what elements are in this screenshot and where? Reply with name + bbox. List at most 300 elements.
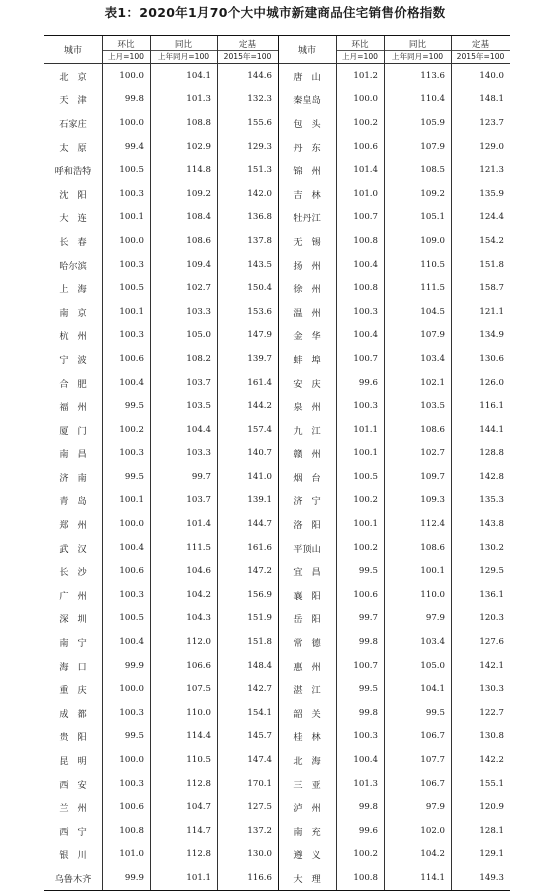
right-mom-cell: 99.6: [358, 825, 378, 836]
left-mom-cell: 100.5: [119, 283, 144, 294]
left-mom-cell: 100.4: [119, 637, 144, 648]
table-row: [44, 677, 510, 701]
left-base-cell: 137.2: [247, 825, 272, 836]
left-base-cell: 151.3: [247, 165, 272, 176]
table-row: [44, 347, 510, 371]
column-divider: [384, 36, 385, 890]
table-row: [44, 866, 510, 890]
right-base-cell: 140.0: [479, 70, 504, 81]
right-base-cell: 121.3: [479, 165, 504, 176]
left-mom-cell: 99.5: [124, 401, 144, 412]
left-yoy-cell: 104.2: [186, 589, 211, 600]
left-yoy-cell: 108.8: [186, 117, 211, 128]
table-row: [44, 158, 510, 182]
left-mom-header: 环比: [117, 39, 135, 50]
right-city-cell: 惠州: [293, 661, 330, 673]
right-mom-cell: 101.0: [353, 188, 378, 199]
left-yoy-cell: 112.0: [186, 637, 211, 648]
left-base-cell: 154.1: [247, 707, 272, 718]
table-row: [44, 182, 510, 206]
table-row: [44, 418, 510, 442]
right-city-cell: 桂林: [293, 732, 330, 744]
right-yoy-cell: 112.4: [420, 519, 445, 530]
left-mom-cell: 100.3: [119, 259, 144, 270]
left-city-cell: 乌鲁木齐: [54, 873, 92, 885]
left-mom-cell: 99.4: [124, 141, 144, 152]
right-mom-cell: 100.2: [353, 849, 378, 860]
table-row: [44, 324, 510, 348]
left-city-cell: 西宁: [59, 826, 96, 838]
right-mom-cell: 100.3: [353, 306, 378, 317]
right-city-cell: 宜昌: [293, 567, 330, 579]
column-divider: [150, 36, 151, 890]
right-city-cell: 温州: [293, 307, 330, 319]
right-yoy-cell: 106.7: [420, 731, 445, 742]
right-base-cell: 136.1: [479, 589, 504, 600]
left-city-cell: 广州: [59, 590, 96, 602]
right-base-cell: 124.4: [479, 212, 504, 223]
left-city-cell: 北京: [59, 71, 96, 83]
right-mom-cell: 100.5: [353, 471, 378, 482]
left-city-cell: 哈尔滨: [59, 260, 87, 272]
left-mom-cell: 100.0: [119, 235, 144, 246]
table-row: [44, 559, 510, 583]
right-base-cell: 142.8: [479, 471, 504, 482]
right-mom-cell: 99.6: [358, 377, 378, 388]
right-base-cell: 149.3: [479, 872, 504, 883]
right-yoy-cell: 109.3: [420, 495, 445, 506]
right-yoy-cell: 109.2: [420, 188, 445, 199]
left-mom-cell: 100.3: [119, 589, 144, 600]
right-mom-cell: 100.6: [353, 141, 378, 152]
right-city-cell: 秦皇岛: [293, 95, 321, 107]
left-yoy-cell: 109.4: [186, 259, 211, 270]
left-yoy-cell: 106.6: [186, 660, 211, 671]
right-yoy-cell: 100.1: [420, 566, 445, 577]
table-row: [44, 276, 510, 300]
left-yoy-cell: 104.7: [186, 802, 211, 813]
left-base-header-rule: [217, 50, 278, 51]
left-mom-cell: 100.8: [119, 825, 144, 836]
right-yoy-cell: 102.0: [420, 825, 445, 836]
right-city-cell: 泉州: [293, 402, 330, 414]
left-mom-cell: 99.5: [124, 471, 144, 482]
left-mom-cell: 99.9: [124, 660, 144, 671]
right-city-cell: 平顶山: [293, 543, 321, 555]
column-divider: [451, 36, 452, 890]
table-row: [44, 512, 510, 536]
right-base-cell: 123.7: [479, 117, 504, 128]
left-city-cell: 银川: [59, 850, 96, 862]
left-base-cell: 143.5: [247, 259, 272, 270]
right-base-cell: 130.3: [479, 684, 504, 695]
right-mom-cell: 101.1: [353, 424, 378, 435]
right-base-cell: 129.0: [479, 141, 504, 152]
table-row: [44, 607, 510, 631]
table-row: [44, 88, 510, 112]
right-yoy-cell: 103.5: [420, 401, 445, 412]
left-base-cell: 142.0: [247, 188, 272, 199]
right-base-cell: 129.5: [479, 566, 504, 577]
left-mom-cell: 101.0: [119, 849, 144, 860]
left-yoy-cell: 103.7: [186, 495, 211, 506]
right-mom-cell: 101.3: [353, 778, 378, 789]
table-row: [44, 725, 510, 749]
right-yoy-cell: 106.7: [420, 778, 445, 789]
right-mom-cell: 100.7: [353, 660, 378, 671]
left-yoy-cell: 114.7: [186, 825, 211, 836]
left-base-cell: 136.8: [247, 212, 272, 223]
table-row: [44, 536, 510, 560]
left-base-cell: 141.0: [247, 471, 272, 482]
left-base-cell: 129.3: [247, 141, 272, 152]
left-city-cell: 成都: [59, 708, 96, 720]
left-base-cell: 156.9: [247, 589, 272, 600]
left-mom-cell: 99.8: [124, 94, 144, 105]
left-yoy-cell: 104.1: [186, 70, 211, 81]
right-yoy-cell: 104.5: [420, 306, 445, 317]
right-base-cell: 128.1: [479, 825, 504, 836]
left-base-cell: 161.6: [247, 542, 272, 553]
right-city-cell: 烟台: [293, 472, 330, 484]
right-yoy-cell: 103.4: [420, 353, 445, 364]
right-yoy-cell: 113.6: [420, 70, 445, 81]
left-mom-cell: 100.1: [119, 495, 144, 506]
right-city-cell: 泸州: [293, 803, 330, 815]
left-city-cell: 沈阳: [59, 189, 96, 201]
right-mom-cell: 100.6: [353, 589, 378, 600]
right-mom-cell: 99.7: [358, 613, 378, 624]
right-mom-header: 环比: [351, 39, 369, 50]
right-yoy-subheader: 上年同月=100: [391, 51, 444, 61]
left-base-cell: 147.4: [247, 755, 272, 766]
table-row: [44, 465, 510, 489]
table-row: [44, 253, 510, 277]
right-mom-cell: 100.2: [353, 542, 378, 553]
left-city-cell: 郑州: [59, 520, 96, 532]
right-city-cell: 安庆: [293, 378, 330, 390]
right-mom-cell: 99.8: [358, 637, 378, 648]
left-city-cell: 福州: [59, 402, 96, 414]
left-mom-cell: 100.5: [119, 613, 144, 624]
left-base-cell: 155.6: [247, 117, 272, 128]
left-mom-cell: 100.0: [119, 117, 144, 128]
left-city-cell: 南京: [59, 307, 96, 319]
left-yoy-header: 同比: [174, 39, 193, 50]
left-yoy-cell: 103.3: [186, 306, 211, 317]
right-yoy-cell: 107.9: [420, 141, 445, 152]
left-yoy-header-rule: [150, 50, 217, 51]
left-yoy-cell: 104.6: [186, 566, 211, 577]
right-city-cell: 襄阳: [293, 590, 330, 602]
left-mom-cell: 99.9: [124, 872, 144, 883]
right-yoy-cell: 107.7: [420, 755, 445, 766]
right-base-cell: 158.7: [479, 283, 504, 294]
table-body: [44, 64, 510, 890]
left-city-cell: 深圳: [59, 614, 96, 626]
left-base-cell: 116.6: [247, 872, 272, 883]
right-yoy-cell: 110.0: [420, 589, 445, 600]
right-mom-cell: 100.1: [353, 519, 378, 530]
right-yoy-cell: 105.1: [420, 212, 445, 223]
left-mom-cell: 99.5: [124, 731, 144, 742]
left-city-cell: 武汉: [59, 543, 96, 555]
table-row: [44, 583, 510, 607]
right-mom-cell: 100.8: [353, 872, 378, 883]
right-base-cell: 135.3: [479, 495, 504, 506]
right-base-cell: 143.8: [479, 519, 504, 530]
left-yoy-subheader: 上年同月=100: [157, 51, 210, 61]
right-city-cell: 洛阳: [293, 520, 330, 532]
left-city-cell: 大连: [59, 213, 96, 225]
left-base-cell: 139.1: [247, 495, 272, 506]
left-base-header: 定基: [238, 39, 257, 50]
left-yoy-cell: 114.8: [186, 165, 211, 176]
left-base-cell: 130.0: [247, 849, 272, 860]
right-yoy-cell: 102.1: [420, 377, 445, 388]
left-city-cell: 贵阳: [59, 732, 96, 744]
left-yoy-cell: 103.3: [186, 448, 211, 459]
left-base-cell: 147.2: [247, 566, 272, 577]
right-mom-cell: 99.5: [358, 566, 378, 577]
right-yoy-cell: 108.5: [420, 165, 445, 176]
left-city-cell: 石家庄: [59, 118, 87, 130]
right-mom-cell: 100.8: [353, 235, 378, 246]
left-mom-cell: 100.4: [119, 377, 144, 388]
left-mom-cell: 100.4: [119, 542, 144, 553]
right-base-cell: 154.2: [479, 235, 504, 246]
table-row: [44, 795, 510, 819]
right-mom-cell: 100.4: [353, 755, 378, 766]
table-row: [44, 772, 510, 796]
left-yoy-cell: 111.5: [186, 542, 211, 553]
table-row: [44, 489, 510, 513]
left-base-cell: 170.1: [247, 778, 272, 789]
left-mom-cell: 100.0: [119, 519, 144, 530]
right-mom-cell: 101.4: [353, 165, 378, 176]
left-mom-cell: 100.3: [119, 707, 144, 718]
left-city-header: 城市: [63, 46, 82, 56]
left-base-cell: 148.4: [247, 660, 272, 671]
left-mom-subheader: 上月=100: [107, 51, 145, 61]
table-row: [44, 654, 510, 678]
left-yoy-cell: 112.8: [186, 849, 211, 860]
right-yoy-cell: 97.9: [425, 802, 445, 813]
right-city-cell: 包头: [293, 118, 330, 130]
table-row: [44, 819, 510, 843]
left-base-cell: 144.2: [247, 401, 272, 412]
right-city-cell: 锦州: [293, 166, 330, 178]
left-yoy-cell: 103.7: [186, 377, 211, 388]
right-city-cell: 南充: [293, 826, 330, 838]
right-base-cell: 144.1: [479, 424, 504, 435]
left-city-cell: 上海: [59, 284, 96, 296]
left-city-cell: 宁波: [59, 354, 96, 366]
column-divider: [217, 36, 218, 890]
right-yoy-header: 同比: [408, 39, 427, 50]
left-city-cell: 海口: [59, 661, 96, 673]
left-yoy-cell: 108.6: [186, 235, 211, 246]
left-mom-cell: 100.6: [119, 802, 144, 813]
right-base-cell: 120.9: [479, 802, 504, 813]
right-mom-cell: 100.4: [353, 259, 378, 270]
left-mom-cell: 100.3: [119, 330, 144, 341]
right-base-header: 定基: [471, 39, 490, 50]
left-mom-cell: 100.0: [119, 70, 144, 81]
right-base-cell: 129.1: [479, 849, 504, 860]
left-base-cell: 161.4: [247, 377, 272, 388]
price-index-table: [44, 35, 510, 891]
right-yoy-cell: 109.0: [420, 235, 445, 246]
right-base-cell: 151.8: [479, 259, 504, 270]
right-yoy-cell: 109.7: [420, 471, 445, 482]
right-yoy-cell: 114.1: [420, 872, 445, 883]
left-city-cell: 杭州: [59, 331, 96, 343]
right-city-cell: 常德: [293, 638, 330, 650]
right-yoy-cell: 107.9: [420, 330, 445, 341]
left-base-cell: 147.9: [247, 330, 272, 341]
left-city-cell: 厦门: [59, 425, 96, 437]
right-base-cell: 127.6: [479, 637, 504, 648]
left-city-cell: 济南: [59, 472, 96, 484]
table-row: [44, 371, 510, 395]
right-base-cell: 120.3: [479, 613, 504, 624]
right-city-cell: 牡丹江: [293, 213, 321, 225]
right-city-cell: 韶关: [293, 708, 330, 720]
right-mom-cell: 99.8: [358, 802, 378, 813]
right-base-cell: 130.6: [479, 353, 504, 364]
left-base-cell: 132.3: [247, 94, 272, 105]
right-base-cell: 122.7: [479, 707, 504, 718]
left-yoy-cell: 108.2: [186, 353, 211, 364]
right-mom-cell: 100.8: [353, 283, 378, 294]
left-mom-cell: 100.3: [119, 778, 144, 789]
table-row: [44, 394, 510, 418]
left-mom-cell: 100.6: [119, 353, 144, 364]
left-mom-header-rule: [102, 50, 150, 51]
left-city-cell: 西安: [59, 779, 96, 791]
left-city-cell: 兰州: [59, 803, 96, 815]
left-yoy-cell: 108.4: [186, 212, 211, 223]
left-base-cell: 157.4: [247, 424, 272, 435]
right-city-cell: 扬州: [293, 260, 330, 272]
left-city-cell: 天津: [59, 95, 96, 107]
right-yoy-cell: 108.6: [420, 542, 445, 553]
right-mom-cell: 100.3: [353, 731, 378, 742]
left-base-cell: 144.6: [247, 70, 272, 81]
left-yoy-cell: 101.3: [186, 94, 211, 105]
table-row: [44, 748, 510, 772]
right-base-cell: 128.8: [479, 448, 504, 459]
right-base-subheader: 2015年=100: [456, 51, 505, 61]
right-city-cell: 蚌埠: [293, 354, 330, 366]
right-base-cell: 130.8: [479, 731, 504, 742]
right-mom-cell: 100.0: [353, 94, 378, 105]
table-title: 表1：2020年1月70个大中城市新建商品住宅销售价格指数: [104, 5, 446, 20]
right-mom-cell: 100.2: [353, 117, 378, 128]
table-row: [44, 442, 510, 466]
table-row: [44, 64, 510, 88]
table-row: [44, 701, 510, 725]
left-base-cell: 140.7: [247, 448, 272, 459]
left-city-cell: 长沙: [59, 567, 96, 579]
right-yoy-cell: 99.5: [425, 707, 445, 718]
right-base-cell: 142.2: [479, 755, 504, 766]
right-mom-subheader: 上月=100: [341, 51, 379, 61]
table-row: [44, 111, 510, 135]
left-base-cell: 139.7: [247, 353, 272, 364]
left-base-cell: 145.7: [247, 731, 272, 742]
left-city-cell: 长春: [59, 236, 96, 248]
left-city-cell: 青岛: [59, 496, 96, 508]
right-yoy-cell: 108.6: [420, 424, 445, 435]
left-city-cell: 昆明: [59, 756, 96, 768]
right-city-cell: 九江: [293, 425, 330, 437]
right-yoy-cell: 97.9: [425, 613, 445, 624]
left-mom-cell: 100.1: [119, 212, 144, 223]
left-yoy-cell: 110.5: [186, 755, 211, 766]
left-city-cell: 南昌: [59, 449, 96, 461]
right-base-cell: 155.1: [479, 778, 504, 789]
left-base-cell: 142.7: [247, 684, 272, 695]
left-yoy-cell: 101.4: [186, 519, 211, 530]
right-mom-cell: 100.7: [353, 353, 378, 364]
right-yoy-cell: 105.0: [420, 660, 445, 671]
left-mom-cell: 100.1: [119, 306, 144, 317]
table-row: [44, 206, 510, 230]
right-mom-cell: 100.3: [353, 401, 378, 412]
left-base-cell: 150.4: [247, 283, 272, 294]
left-city-cell: 南宁: [59, 638, 96, 650]
right-yoy-cell: 103.4: [420, 637, 445, 648]
left-yoy-cell: 112.8: [186, 778, 211, 789]
right-yoy-cell: 105.9: [420, 117, 445, 128]
right-mom-header-rule: [336, 50, 384, 51]
right-base-header-rule: [451, 50, 510, 51]
right-city-cell: 金华: [293, 331, 330, 343]
right-mom-cell: 99.8: [358, 707, 378, 718]
right-base-cell: 130.2: [479, 542, 504, 553]
right-mom-cell: 100.2: [353, 495, 378, 506]
right-city-cell: 无锡: [293, 236, 330, 248]
right-base-cell: 121.1: [479, 306, 504, 317]
right-mom-cell: 100.1: [353, 448, 378, 459]
left-yoy-cell: 99.7: [191, 471, 211, 482]
left-city-cell: 重庆: [59, 685, 96, 697]
left-city-cell: 呼和浩特: [54, 166, 92, 178]
left-yoy-cell: 109.2: [186, 188, 211, 199]
right-base-cell: 134.9: [479, 330, 504, 341]
left-yoy-cell: 102.7: [186, 283, 211, 294]
left-yoy-cell: 104.3: [186, 613, 211, 624]
left-mom-cell: 100.5: [119, 165, 144, 176]
right-mom-cell: 101.2: [353, 70, 378, 81]
right-yoy-cell: 102.7: [420, 448, 445, 459]
table-row: [44, 135, 510, 159]
left-mom-cell: 100.0: [119, 755, 144, 766]
left-yoy-cell: 107.5: [186, 684, 211, 695]
column-divider: [278, 36, 279, 890]
left-base-cell: 153.6: [247, 306, 272, 317]
right-city-cell: 岳阳: [293, 614, 330, 626]
left-mom-cell: 100.3: [119, 188, 144, 199]
left-mom-cell: 100.2: [119, 424, 144, 435]
right-city-cell: 唐山: [293, 71, 330, 83]
right-city-header: 城市: [297, 46, 316, 56]
right-base-cell: 116.1: [479, 401, 504, 412]
right-city-cell: 吉林: [293, 189, 330, 201]
left-yoy-cell: 103.5: [186, 401, 211, 412]
